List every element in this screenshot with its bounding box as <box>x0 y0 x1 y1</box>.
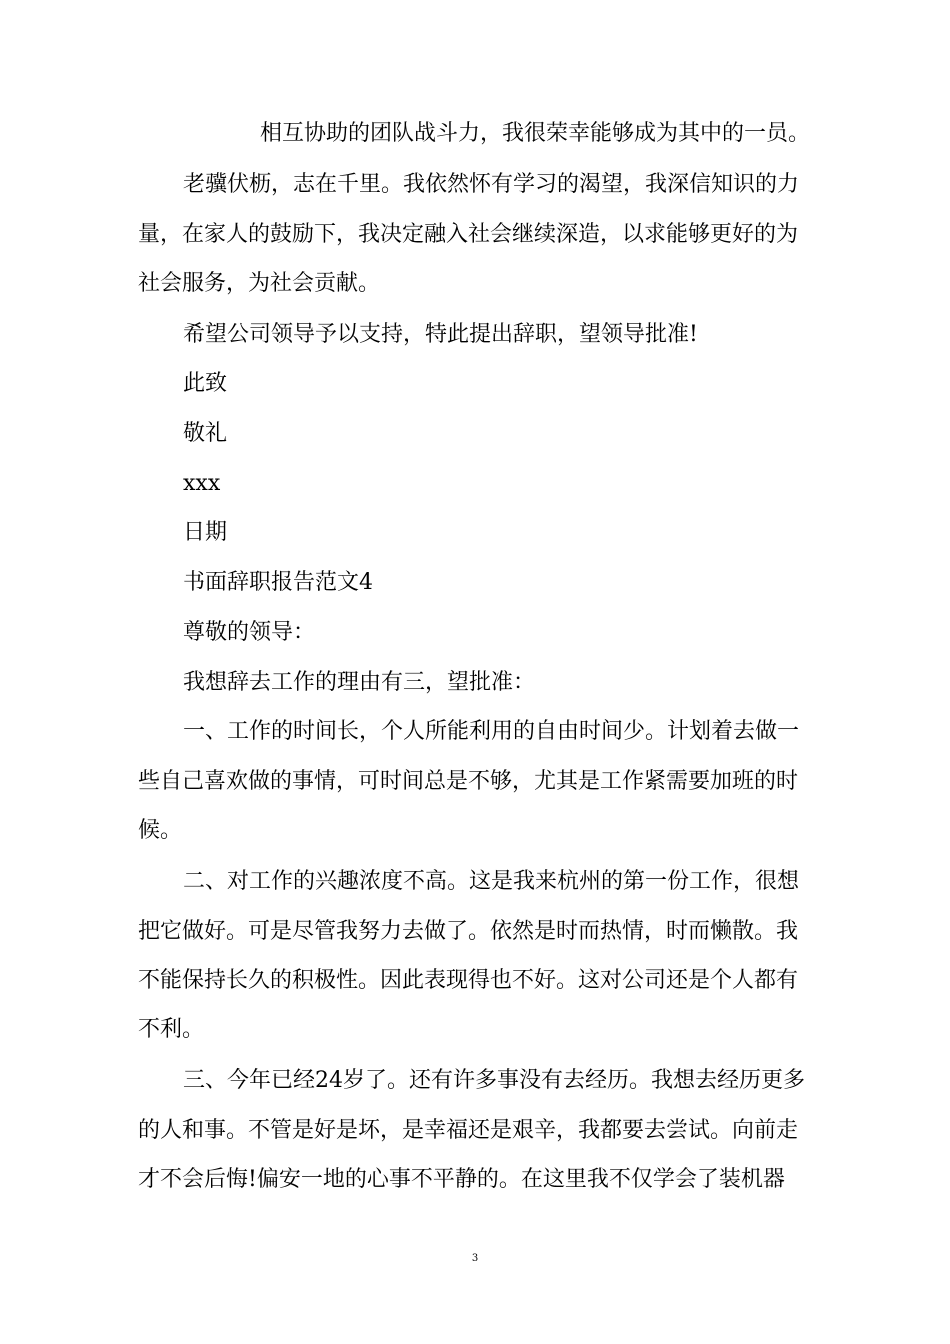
text-line: 日期 <box>183 520 228 545</box>
text-line: 二、对工作的兴趣浓度不高。这是我来杭州的第一份工作，很想 <box>183 869 800 894</box>
text-line: 相互协助的团队战斗力，我很荣幸能够成为其中的一员。 <box>260 121 811 146</box>
text-line: 的人和事。不管是好是坏，是幸福还是艰辛，我都要去尝试。向前走 <box>138 1118 799 1143</box>
text-line: xxx <box>183 471 221 496</box>
text-line: 此致 <box>183 371 228 396</box>
text-line: 一、工作的时间长，个人所能利用的自由时间少。计划着去做一 <box>183 719 800 744</box>
text-line: 敬礼 <box>183 421 228 446</box>
text-line: 把它做好。可是尽管我努力去做了。依然是时而热情，时而懒散。我 <box>138 919 799 944</box>
text-line: 候。 <box>138 818 183 843</box>
text-line: 不利。 <box>138 1017 205 1042</box>
salutation: 尊敬的领导： <box>183 620 316 645</box>
page-number: 3 <box>471 1253 479 1264</box>
text-line: 量，在家人的鼓励下，我决定融入社会继续深造，以求能够更好的为 <box>138 222 799 247</box>
text-line: 希望公司领导予以支持，特此提出辞职，望领导批准! <box>183 322 698 347</box>
text-line: 社会服务，为社会贡献。 <box>138 271 381 296</box>
text-line: 三、今年已经24岁了。还有许多事没有去经历。我想去经历更多 <box>183 1068 805 1093</box>
text-line: 不能保持长久的积极性。因此表现得也不好。这对公司还是个人都有 <box>138 968 799 993</box>
text-line: 我想辞去工作的理由有三，望批准： <box>183 670 536 695</box>
text-line: 才不会后悔!偏安一地的心事不平静的。在这里我不仅学会了装机器 <box>138 1167 785 1192</box>
text-line: 老骥伏枥，志在千里。我依然怀有学习的渴望，我深信知识的力 <box>183 172 800 197</box>
section-title: 书面辞职报告范文4 <box>183 570 373 595</box>
text-line: 些自己喜欢做的事情，可时间总是不够，尤其是工作紧需要加班的时 <box>138 769 799 794</box>
